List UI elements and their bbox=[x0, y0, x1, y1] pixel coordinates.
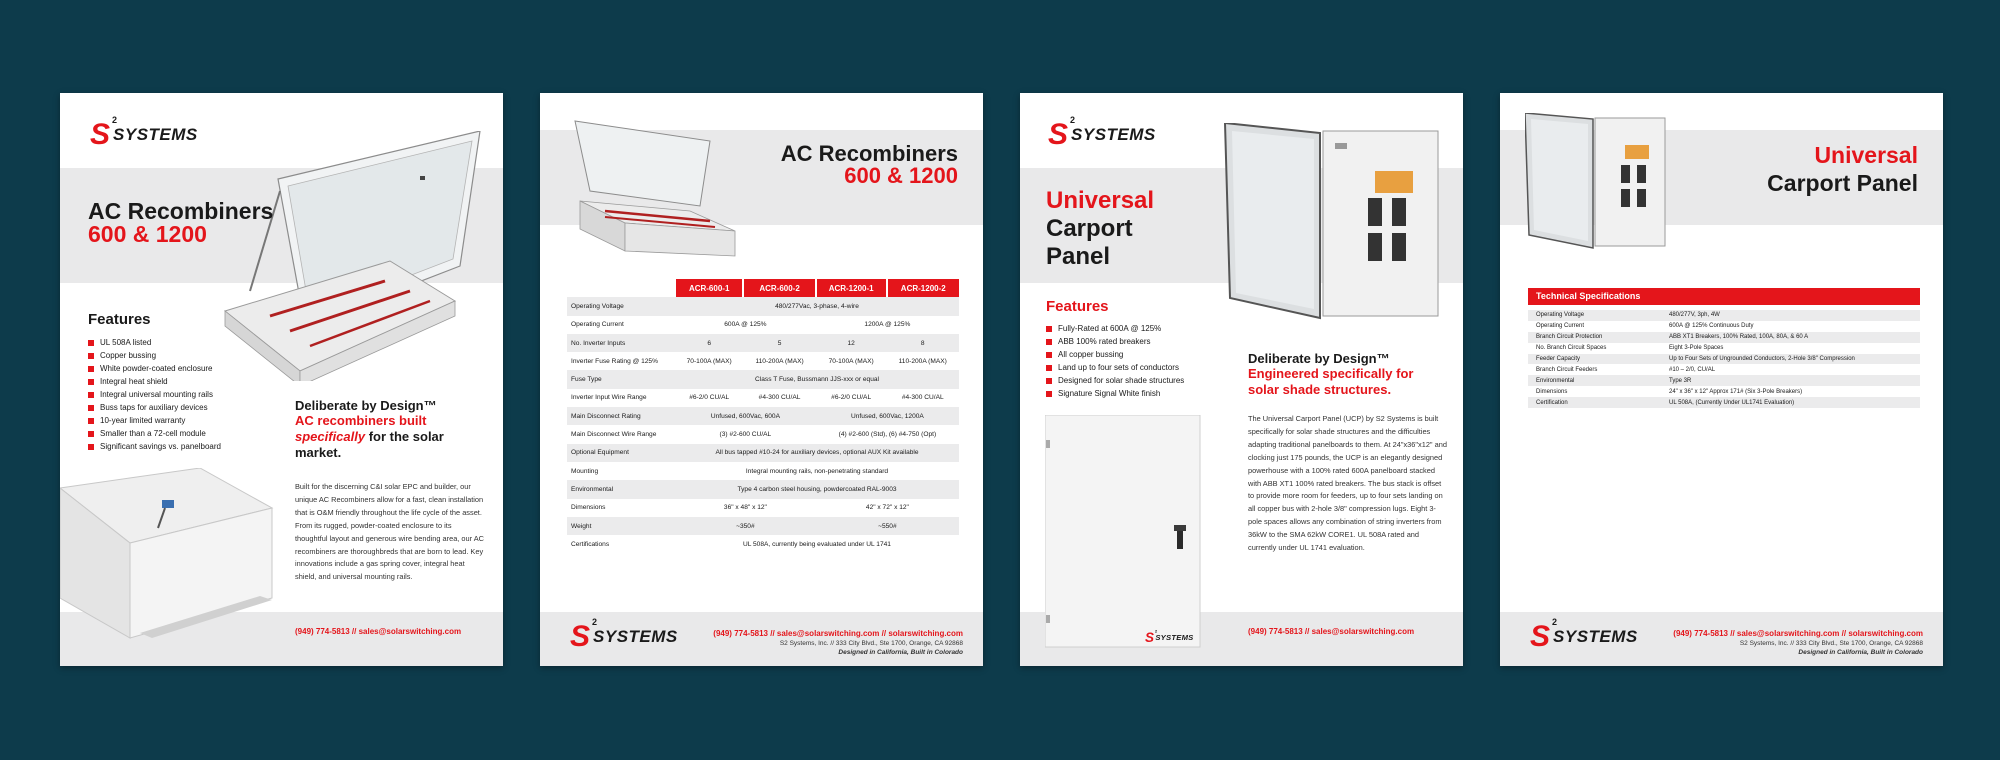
brochure-page-ac-recombiners-cover bbox=[60, 93, 503, 666]
table-row: Main Disconnect Wire Range (3) #2-600 CU/AL (4) #2-600 (Std), (6) #4-750 (Opt) bbox=[571, 431, 937, 439]
logo-s-mark: S 2 bbox=[1048, 115, 1076, 151]
feature-item: Integral universal mounting rails bbox=[88, 388, 221, 401]
page-title bbox=[1046, 187, 1154, 271]
table-row: Operating Current 600A @ 125% Continuous Duty bbox=[1536, 323, 1754, 330]
spec-table bbox=[567, 279, 959, 553]
features-heading: Features bbox=[88, 311, 151, 328]
page-title bbox=[1767, 141, 1918, 197]
footer-tagline: Designed in California, Built in Colorado bbox=[1798, 649, 1923, 656]
feature-item: Fully-Rated at 600A @ 125% bbox=[1046, 322, 1184, 335]
universal-carport-panel-open-image bbox=[1525, 113, 1670, 253]
s2-systems-logo bbox=[1530, 617, 1638, 653]
title-line-2: Carport Panel bbox=[1767, 170, 1918, 196]
feature-item: Designed for solar shade structures bbox=[1046, 374, 1184, 387]
universal-carport-panel-closed-image bbox=[1045, 415, 1205, 650]
s2-systems-logo bbox=[90, 115, 198, 151]
table-row: Branch Circuit Feeders #10 – 2/0, CU/AL bbox=[1536, 366, 1716, 373]
title-line-3: Panel bbox=[1046, 243, 1111, 270]
ac-recombiner-closed-enclosure-image bbox=[60, 468, 275, 643]
dbd-subheading: Engineered specifically for solar shade structures. bbox=[1248, 366, 1414, 397]
table-row: Feeder Capacity Up to Four Sets of Ungrounded Conductors, 2-Hole 3/8" Compression bbox=[1528, 354, 1920, 365]
title-line-1: AC Recombiners bbox=[88, 198, 274, 224]
title-line-2: Carport bbox=[1046, 215, 1133, 242]
brochure-page-ac-recombiners-specs bbox=[540, 93, 983, 666]
footer-address: S2 Systems, Inc. // 333 City Blvd., Ste 1700, Orange, CA 92868 bbox=[1739, 640, 1923, 647]
features-heading: Features bbox=[1046, 298, 1109, 315]
table-row: Mounting Integral mounting rails, non-penetrating standard bbox=[571, 467, 889, 475]
logo-s-mark: S 2 bbox=[1145, 628, 1158, 645]
table-corner-cell bbox=[567, 279, 675, 297]
feature-item: UL 508A listed bbox=[88, 336, 221, 349]
column-header: ACR-1200-1 bbox=[816, 279, 887, 297]
feature-item: Copper bussing bbox=[88, 349, 221, 362]
footer-contact-line: (949) 774-5813 // sales@solarswitching.com // solarswitching.com bbox=[713, 629, 963, 638]
title-line-1: AC Recombiners bbox=[780, 141, 958, 166]
title-line-2: 600 & 1200 bbox=[88, 221, 207, 247]
footer-contact-line: (949) 774-5813 // sales@solarswitching.com // solarswitching.com bbox=[1673, 629, 1923, 638]
feature-item: White powder-coated enclosure bbox=[88, 362, 221, 375]
page-title bbox=[88, 200, 273, 246]
table-row: Fuse Type Class T Fuse, Bussmann JJS-xxx or equal bbox=[567, 370, 959, 388]
column-header: ACR-600-2 bbox=[743, 279, 815, 297]
feature-item: Integral heat shield bbox=[88, 375, 221, 388]
table-row: Operating Voltage 480/277V, 3ph, 4W bbox=[1528, 310, 1920, 321]
contact-line: (949) 774-5813 // sales@solarswitching.com bbox=[295, 627, 462, 636]
brochure-page-universal-carport-cover bbox=[1020, 93, 1463, 666]
body-paragraph: Built for the discerning C&I solar EPC and builder, our unique AC Recombiners allow for a fast, clean installation that is O&M friendly throughout the life cycle of the asset. From its rugged, powder-coated enclosure to its thoughtful layout and generous wire bending area, our AC recombiners are thoroughbreds that are born to lead. Key innovations include a gas spring cover, integral heat shield, and universal mounting rails. bbox=[295, 482, 485, 582]
table-row: Environmental Type 3R bbox=[1528, 375, 1920, 386]
table-row: Dimensions 24" x 36" x 12" Approx 171# (Six 3-Pole Breakers) bbox=[1536, 388, 1803, 395]
table-row: Certification UL 508A, (Currently Under UL1741 Evaluation) bbox=[1528, 397, 1920, 408]
logo-wordmark: SYSTEMS bbox=[1553, 627, 1638, 646]
table-row: Weight ~350# ~550# bbox=[567, 517, 959, 535]
logo-s-mark: S 2 bbox=[570, 617, 598, 653]
footer-tagline: Designed in California, Built in Colorado bbox=[838, 649, 963, 656]
features-list bbox=[88, 336, 221, 453]
title-line-1: Universal bbox=[1814, 142, 1918, 168]
table-row: Certifications UL 508A, currently being evaluated under UL 1741 bbox=[571, 540, 891, 548]
table-row: Branch Circuit Protection ABB XT1 Breakers, 100% Rated, 100A, 80A, & 60 A bbox=[1528, 332, 1920, 343]
s2-systems-logo bbox=[570, 617, 678, 653]
logo-s-mark: S 2 bbox=[1530, 617, 1558, 653]
table-row: Operating Voltage 480/277Vac, 3-phase, 4-wire bbox=[567, 297, 959, 315]
table-row: Operating Current 600A @ 125% 1200A @ 125% bbox=[571, 321, 911, 329]
footer-contact bbox=[1673, 629, 1923, 656]
technical-specifications-heading: Technical Specifications bbox=[1528, 288, 1920, 305]
universal-carport-panel-open-image bbox=[1220, 123, 1450, 323]
feature-item: Buss taps for auxiliary devices bbox=[88, 401, 221, 414]
features-list bbox=[1046, 322, 1184, 400]
footer-contact bbox=[713, 629, 963, 656]
s2-systems-logo bbox=[1048, 115, 1156, 151]
column-header: ACR-600-1 bbox=[675, 279, 743, 297]
table-row: Main Disconnect Rating Unfused, 600Vac, 600A Unfused, 600Vac, 1200A bbox=[567, 407, 959, 425]
logo-wordmark: SYSTEMS bbox=[113, 125, 198, 144]
feature-item: Smaller than a 72-cell module bbox=[88, 427, 221, 440]
title-line-1: Universal bbox=[1046, 187, 1155, 214]
table-row: Environmental Type 4 carbon steel housing, powdercoated RAL-9003 bbox=[567, 480, 959, 498]
table-row: Inverter Fuse Rating @ 125% 70-100A (MAX) 110-200A (MAX) 70-100A (MAX) 110-200A (MAX) bbox=[571, 357, 947, 365]
table-row: No. Branch Circuit Spaces Eight 3-Pole Spaces bbox=[1536, 345, 1724, 352]
logo-wordmark: SYSTEMS bbox=[1071, 125, 1156, 144]
table-row: Optional Equipment All bus tapped #10-24 for auxiliary devices, optional AUX Kit available bbox=[567, 444, 959, 462]
footer-address: S2 Systems, Inc. // 333 City Blvd., Ste 1700, Orange, CA 92868 bbox=[779, 640, 963, 647]
column-header: ACR-1200-2 bbox=[887, 279, 960, 297]
dbd-subheading: AC recombiners built specifically for the solar market. bbox=[295, 413, 444, 460]
feature-item: Significant savings vs. panelboard bbox=[88, 440, 221, 453]
feature-item: Signature Signal White finish bbox=[1046, 387, 1184, 400]
s2-systems-logo-small bbox=[1145, 628, 1194, 645]
logo-s-mark: S 2 bbox=[90, 115, 118, 151]
ac-recombiner-open-enclosure-image bbox=[210, 131, 500, 381]
feature-item: All copper bussing bbox=[1046, 348, 1184, 361]
dbd-heading: Deliberate by Design™ bbox=[295, 398, 437, 413]
contact-line: (949) 774-5813 // sales@solarswitching.com bbox=[1248, 627, 1415, 636]
logo-wordmark: SYSTEMS bbox=[1155, 633, 1194, 642]
ac-recombiner-open-enclosure-image bbox=[560, 111, 740, 261]
deliberate-by-design-block bbox=[1248, 351, 1448, 398]
table-row: Dimensions 36" x 48" x 12" 42" x 72" x 12" bbox=[571, 504, 909, 512]
spec-table bbox=[1528, 310, 1920, 408]
table-row: Inverter Input Wire Range #6-2/0 CU/AL #4-300 CU/AL #6-2/0 CU/AL #4-300 CU/AL bbox=[571, 394, 944, 402]
body-paragraph: The Universal Carport Panel (UCP) by S2 Systems is built specifically for solar shade structures and the difficulties adapting traditional panelboards to them. At 24"x36"x12" and clocking just 175 pounds, the UCP is an elegantly designed powerhouse with a 100% rated 600A panelboard stacked with ABB XT1 100% rated breakers. The bus stack is offset to provide more room for feeders, up to four sets landing on all copper bus with 2-hole 3/8" compression lugs. Eight 3-pole spaces allows any combination of string inverters from 36kW to the SMA 62kW CORE1. UL 508A rated and currently under UL 1741 evaluation. bbox=[1248, 414, 1447, 553]
logo-wordmark: SYSTEMS bbox=[593, 627, 678, 646]
feature-item: Land up to four sets of conductors bbox=[1046, 361, 1184, 374]
title-line-2: 600 & 1200 bbox=[844, 163, 958, 188]
table-row: No. Inverter Inputs 6 5 12 8 bbox=[567, 334, 959, 352]
brochure-page-universal-carport-specs bbox=[1500, 93, 1943, 666]
feature-item: ABB 100% rated breakers bbox=[1046, 335, 1184, 348]
table-header-row bbox=[567, 279, 959, 297]
page-title bbox=[781, 143, 958, 187]
feature-item: 10-year limited warranty bbox=[88, 414, 221, 427]
dbd-heading: Deliberate by Design™ bbox=[1248, 351, 1390, 366]
deliberate-by-design-block bbox=[295, 398, 485, 461]
